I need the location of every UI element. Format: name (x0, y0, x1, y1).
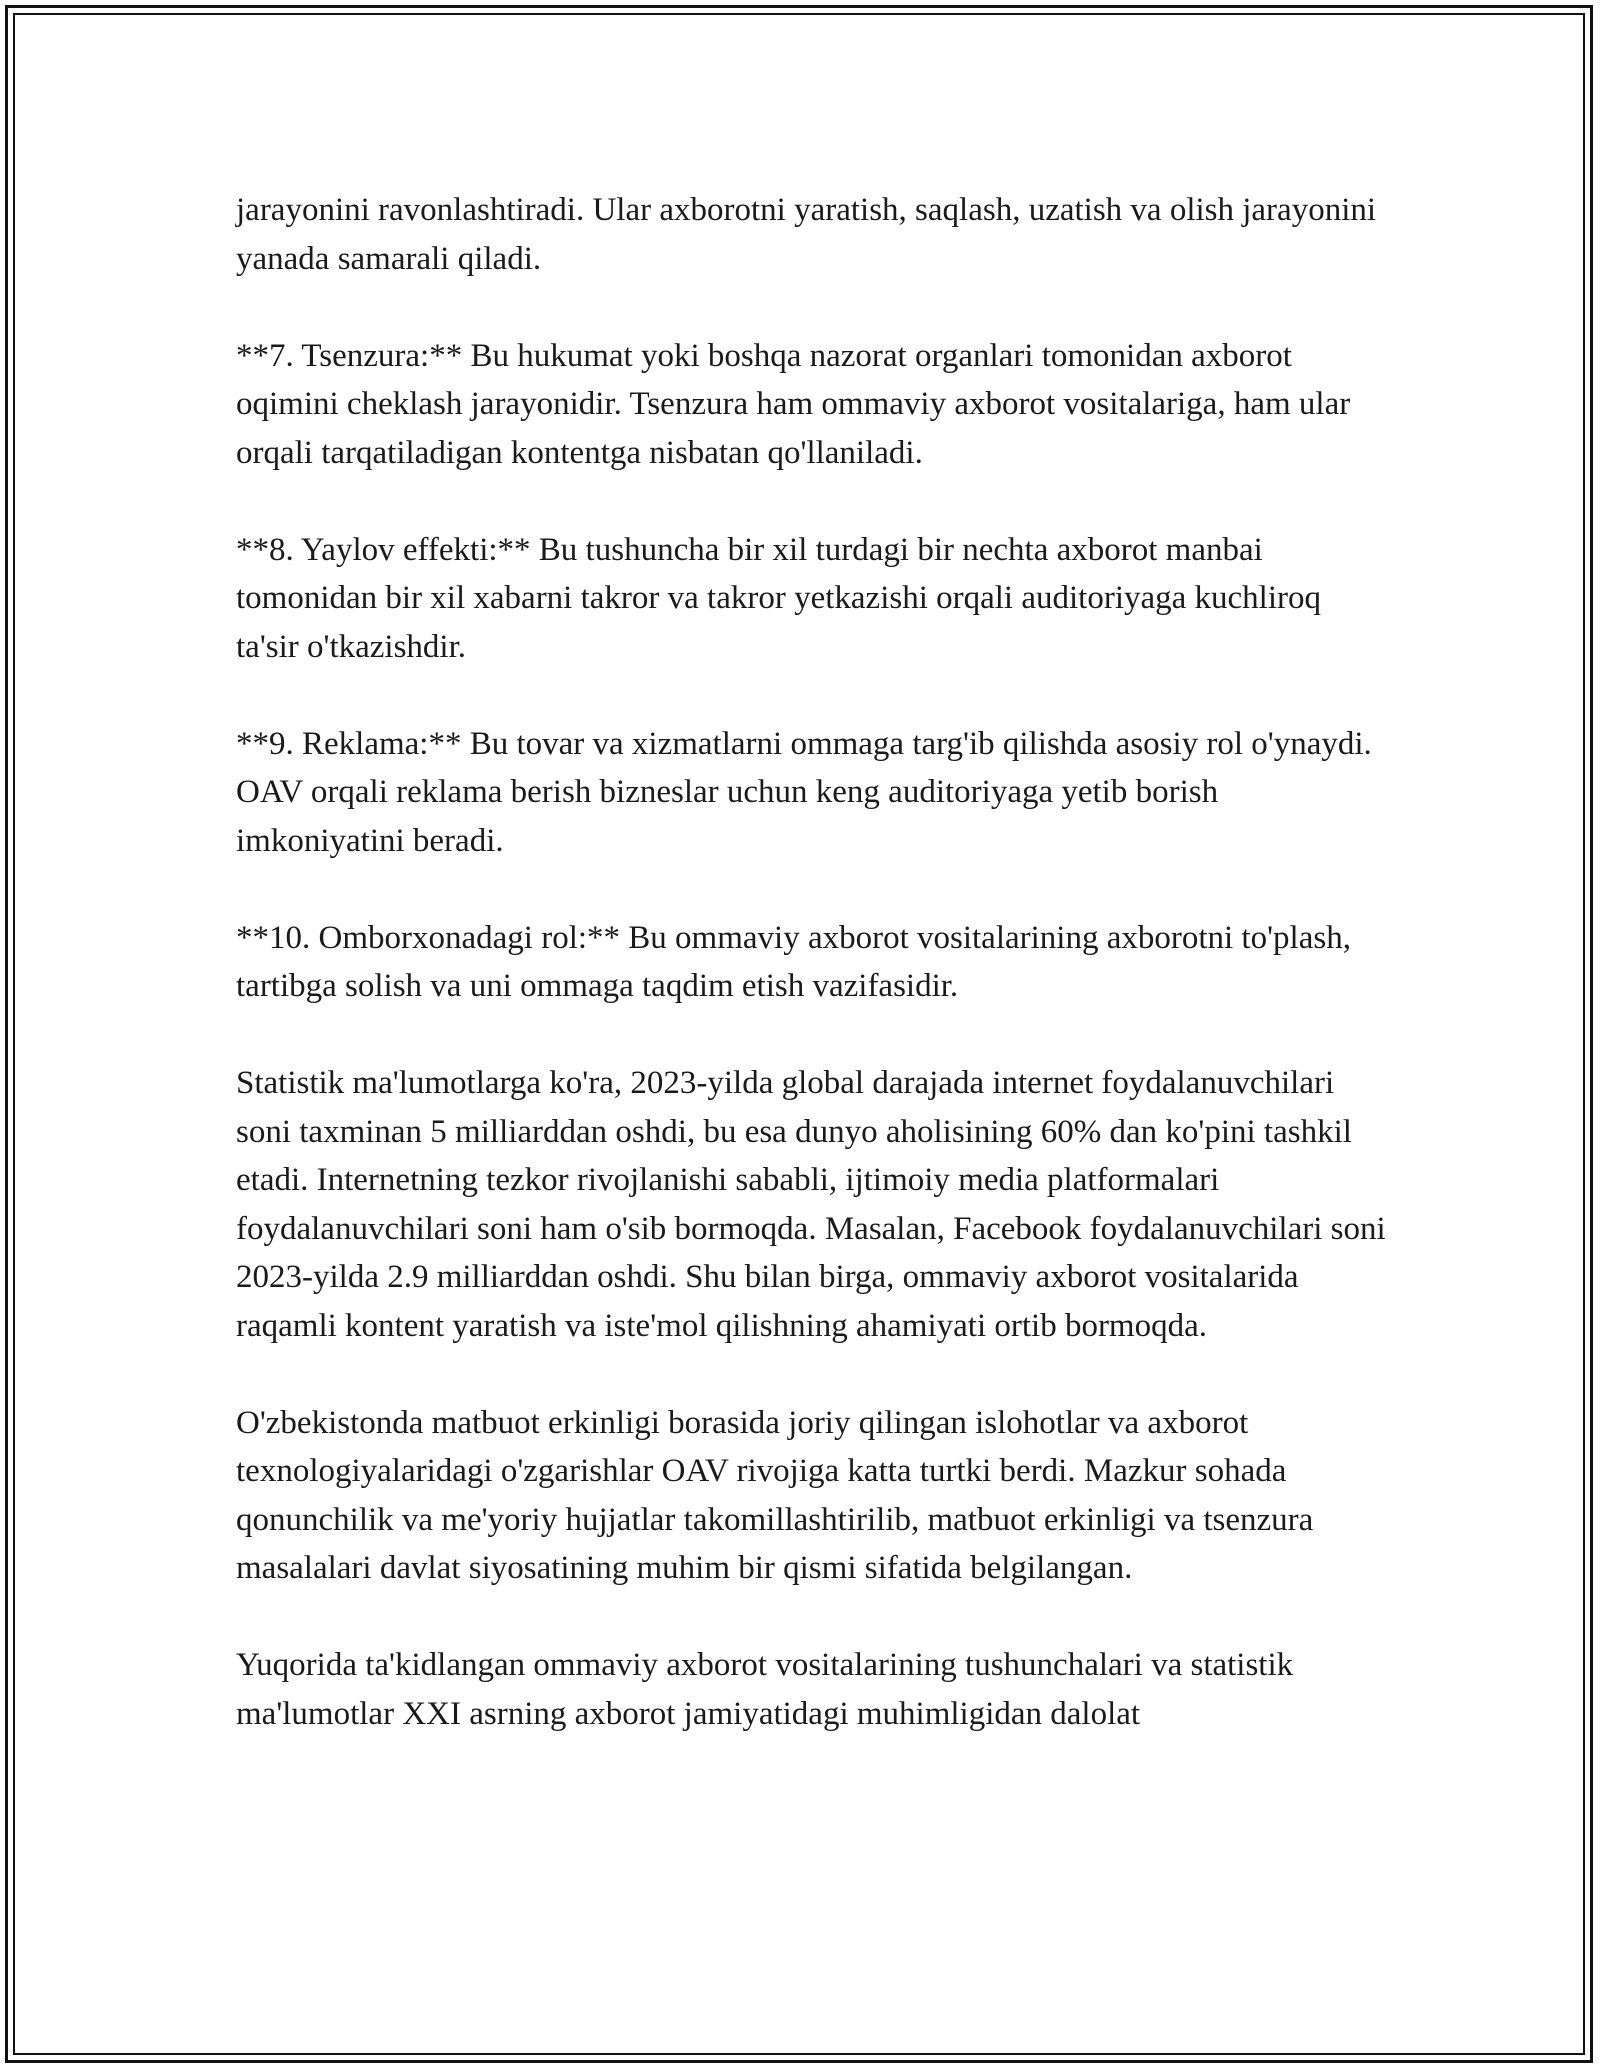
paragraph-statistics: Statistik ma'lumotlarga ko'ra, 2023-yilda global darajada internet foydalanuvchilari soni taxminan 5 milliarddan oshdi, bu esa dunyo aholisining 60% dan ko'pini tashkil etadi. Internetning tezkor rivojlanishi sababli, ijtimoiy media platformalari foydalanuvchilari soni ham o'sib bormoqda. Masalan, Facebook foydalanuvchilari soni 2023-yilda 2.9 milliarddan oshdi. Shu bilan birga, ommaviy axborot vositalarida raqamli kontent yaratish va iste'mol qilishning ahamiyati ortib bormoqda. (236, 1065, 1386, 1344)
paragraph-reklama: **9. Reklama:** Bu tovar va xizmatlarni ommaga targ'ib qilishda asosiy rol o'ynaydi. OAV orqali reklama berish bizneslar uchun keng auditoriyaga yetib borish imkoniyatini beradi. (236, 725, 1372, 859)
paragraph-continuation: jarayonini ravonlashtiradi. Ular axborotni yaratish, saqlash, uzatish va olish jarayonini yanada samarali qiladi. (236, 192, 1377, 277)
paragraph-conclusion: Yuqorida ta'kidlangan ommaviy axborot vositalarining tushunchalari va statistik ma'lumotlar XXI asrning axborot jamiyatidagi muhimligidan dalolat (236, 1647, 1294, 1732)
paragraph-tsenzura: **7. Tsenzura:** Bu hukumat yoki boshqa nazorat organlari tomonidan axborot oqimini cheklash jarayonidir. Tsenzura ham ommaviy axborot vositalariga, ham ular orqali tarqatiladigan kontentga nisbatan qo'llaniladi. (236, 337, 1351, 471)
document-body (236, 186, 1386, 1738)
paragraph-yaylov-effekti: **8. Yaylov effekti:** Bu tushuncha bir xil turdagi bir nechta axborot manbai tomonidan bir xil xabarni takror va takror yetkazishi orqali auditoriyaga kuchliroq ta'sir o'tkazishdir. (236, 531, 1322, 665)
paragraph-omborxonadagi-rol: **10. Omborxonadagi rol:** Bu ommaviy axborot vositalarining axborotni to'plash, tartibga solish va uni ommaga taqdim etish vazifasidir. (236, 919, 1351, 1004)
paragraph-uzbekistan: O'zbekistonda matbuot erkinligi borasida joriy qilingan islohotlar va axborot texnologiyalaridagi o'zgarishlar OAV rivojiga katta turtki berdi. Mazkur sohada qonunchilik va me'yoriy hujjatlar takomillashtirilib, matbuot erkinligi va tsenzura masalalari davlat siyosatining muhim bir qismi sifatida belgilangan. (236, 1404, 1314, 1586)
